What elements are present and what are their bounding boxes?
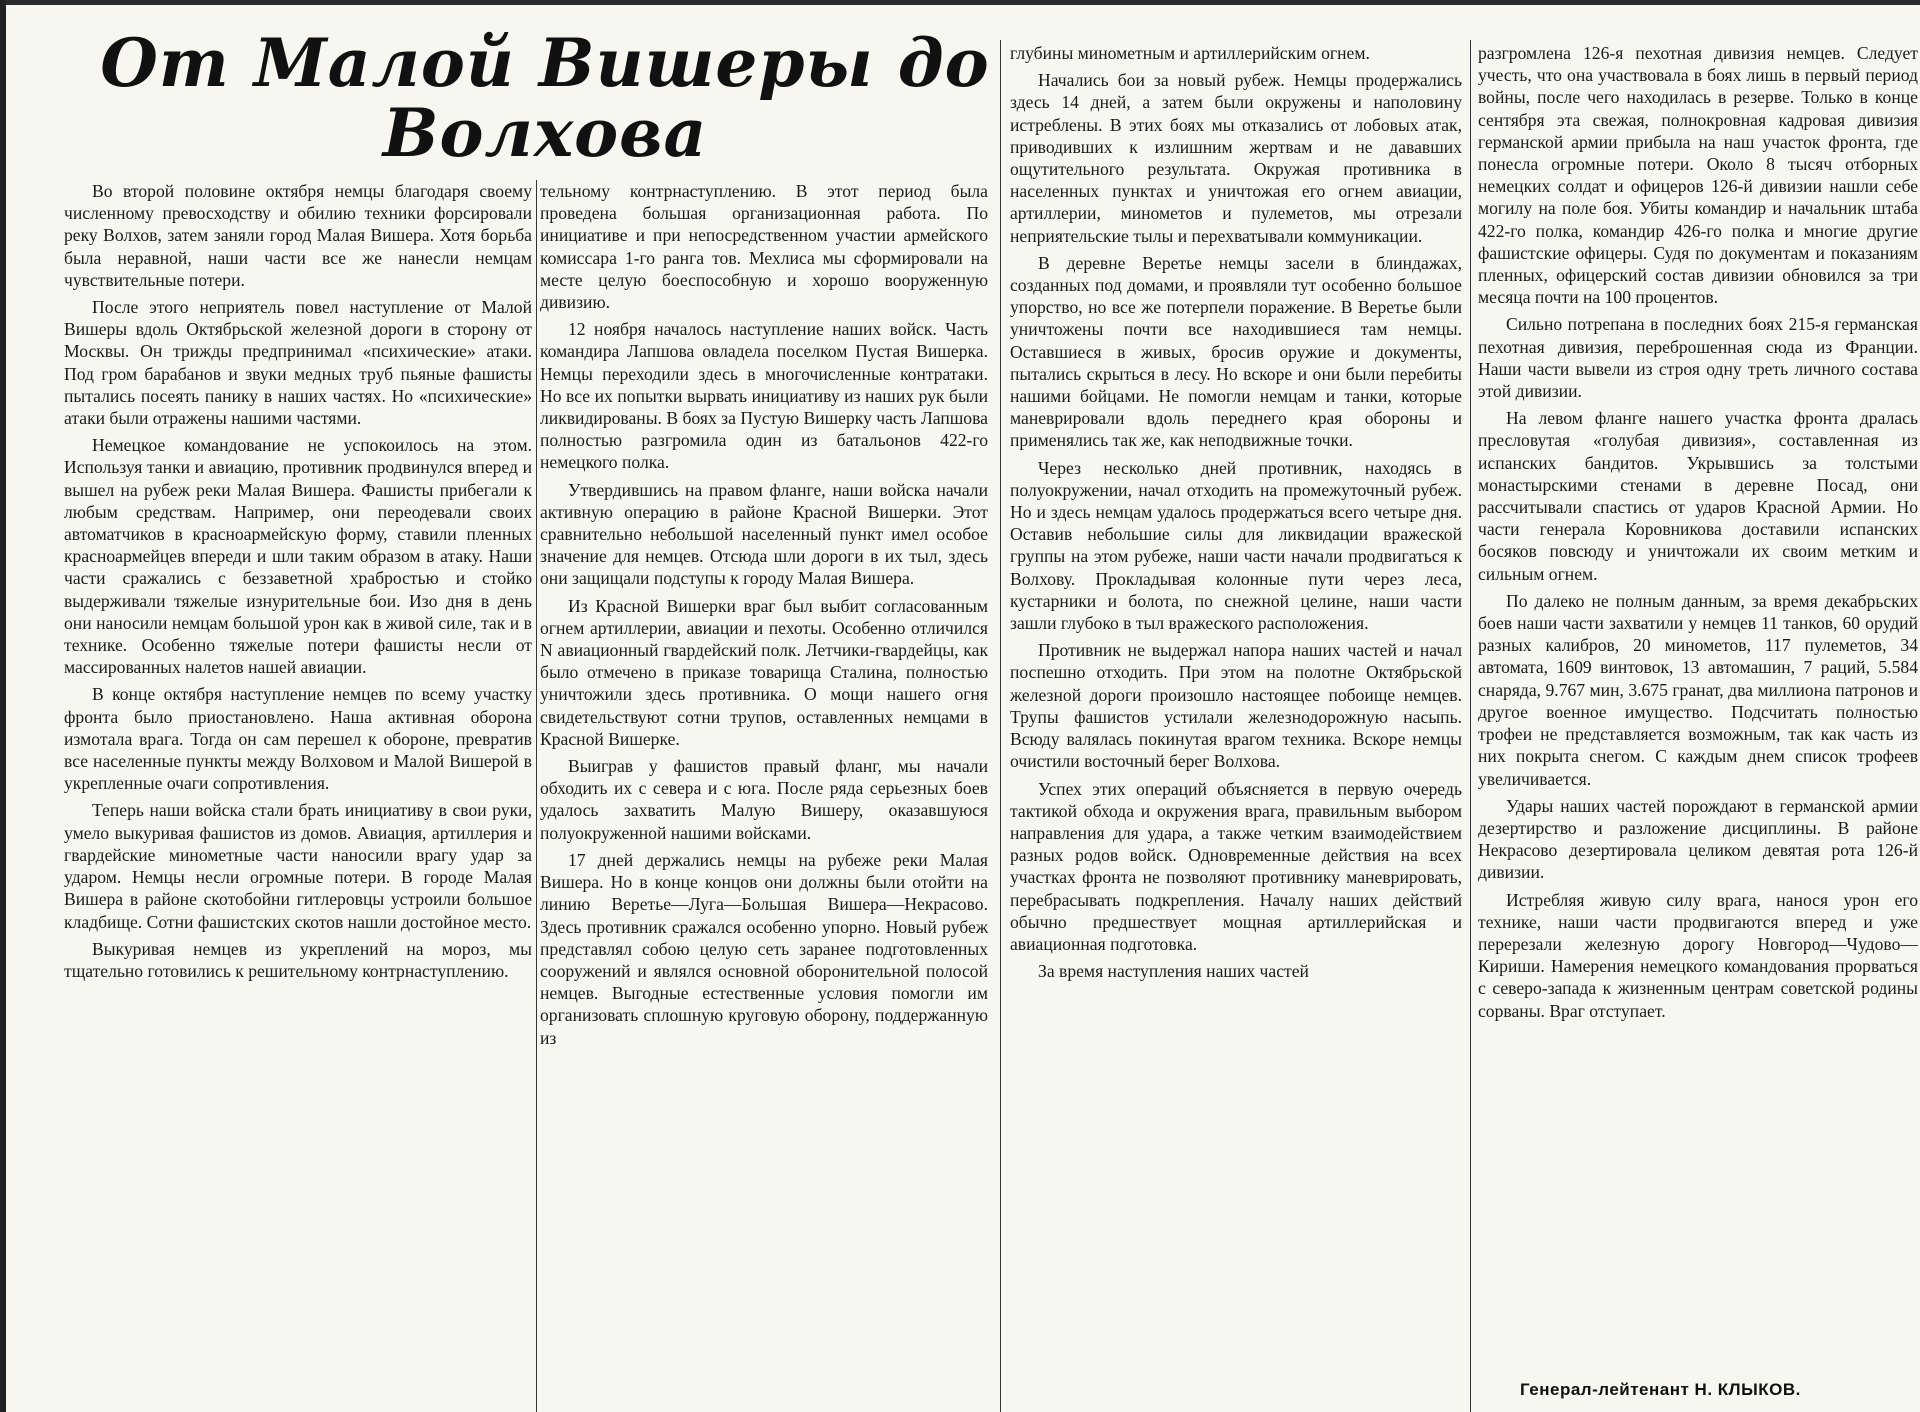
article-column-1: [64, 180, 532, 1412]
paragraph: Успех этих операций объясняется в первую очередь тактикой обхода и окружения врага, правильным выбором направления для удара, а также четким взаимодействием разных родов войск. Одновременные действия на всех участках фронта не позволяют противнику маневрировать, перебрасывать подкрепления. Началу наших действий обычно предшествует мощная артиллерийская и авиационная подготовка.: [1010, 778, 1462, 954]
paragraph: Немецкое командование не успокоилось на этом. Используя танки и авиацию, противник продвинулся вперед и вышел на рубеж реки Малая Вишера. Фашисты прибегали к любым средствам. Например, они переодевали своих автоматчиков в красноармейскую форму, ставили пленных красноармейцев впереди и шли таким образом в атаку. Наши части сражались с беззаветной храбростью и стойко выдерживали тяжелые изнурительные бои. Изо дня в день они наносили немцам большой урон как в живой силе, так и в технике. Особенно тяжелые потери фашисты несли от массированных налетов нашей авиации.: [64, 435, 532, 678]
paragraph: 17 дней держались немцы на рубеже реки Малая Вишера. Но в конце концов они должны были отойти на линию Веретье—Луга—Большая Вишера—Некрасово. Здесь противник сражался особенно упорно. Новый рубеж представлял собою целую сеть заранее подготовленных сооружений и являлся основной оборонительной полосой немцев. Выгодные естественные условия помогли им организовать сплошную круговую оборону, поддержанную из: [540, 849, 988, 1048]
column-rule-3: [1470, 40, 1471, 1412]
paragraph: Начались бои за новый рубеж. Немцы продержались здесь 14 дней, а затем были окружены и наполовину истреблены. В этих боях мы отказались от лобовых атак, приводивших к излишним жертвам и не дававших ощутительного результата. Окружая противника в населенных пунктах и уничтожая его огнем авиации, артиллерии, минометов и пулеметов, мы отрезали неприятельские тылы и перехватывали коммуникации.: [1010, 70, 1462, 246]
paragraph: В деревне Веретье немцы засели в блиндажах, созданных под домами, и проявляли тут особенно большое упорство, но все же потерпели поражение. В Веретье были уничтожены почти все находившиеся там немцы. Оставшиеся в живых, бросив оружие и документы, пытались скрыться в лесу. Но вскоре и они были перебиты нашими бойцами. Не помогли немцам и танки, которые маневрировали вдоль переднего края обороны и применялись так же, как неподвижные точки.: [1010, 252, 1462, 451]
paragraph: Во второй половине октября немцы благодаря своему численному превосходству и обилию техники форсировали реку Волхов, затем заняли город Малая Вишера. Хотя борьба была неравной, наши части все же нанесли немцам чувствительные потери.: [64, 181, 532, 290]
scan-edge-top: [0, 0, 1920, 5]
headline-line-2: Волхова: [382, 94, 708, 172]
paragraph: На левом фланге нашего участка фронта дралась пресловутая «голубая дивизия», составленная из испанских бандитов. Укрывшись за толстыми монастырскими стенами в деревне Посад, они рассчитывали спастись от ударов Красной Армии. Но части генерала Коровникова доставили испанских босяков повсюду и уничтожали их своим метким и сильным огнем.: [1478, 408, 1918, 584]
article-headline: [70, 24, 1020, 178]
paragraph: После этого неприятель повел наступление от Малой Вишеры вдоль Октябрьской железной дороги в сторону от Москвы. Он трижды предпринимал «психические» атаки. Под гром барабанов и звуки медных труб пьяные фашисты пытались посеять панику в наших частях. Но «психические» атаки были отражены нашими частями.: [64, 297, 532, 429]
paragraph: Удары наших частей порождают в германской армии дезертирство и разложение дисциплины. В районе Некрасово дезертировала целиком девятая рота 126-й дивизии.: [1478, 795, 1918, 883]
paragraph: Противник не выдержал напора наших частей и начал поспешно отходить. При этом на полотне Октябрьской железной дороги произошло настоящее побоище немцев. Трупы фашистов устилали железнодорожную насыпь. Всюду валялась покинутая врагом техника. Вскоре немцы очистили восточный берег Волхова.: [1010, 640, 1462, 772]
article-column-2: [540, 180, 988, 1412]
paragraph: В конце октября наступление немцев по всему участку фронта было приостановлено. Наша активная оборона измотала врага. Тогда он сам перешел к обороне, превратив все населенные пункты между Волховом и Малой Вишерой в укрепленные очаги сопротивления.: [64, 684, 532, 794]
paragraph: глубины минометным и артиллерийским огнем.: [1010, 43, 1370, 63]
paragraph: Выкуривая немцев из укреплений на мороз, мы тщательно готовились к решительному контрнаступлению.: [64, 938, 532, 981]
paragraph: Утвердившись на правом фланге, наши войска начали активную операцию в районе Красной Вишерки. Этот сравнительно небольшой населенный пункт имел особое значение для немцев. Отсюда шли дороги в их тыл, здесь они защищали подступы к городу Малая Вишера.: [540, 479, 988, 589]
paragraph: разгромлена 126-я пехотная дивизия немцев. Следует учесть, что она участвовала в боях лишь в первый период войны, после чего находилась в резерве. Только в конце сентября эта свежая, полнокровная кадровая дивизия германской армии прибыла на наш участок фронта, где понесла огромные потери. Около 8 тысяч отборных немецких солдат и офицеров 126-й дивизии нашли себе могилу на поле боя. Убиты командир и начальник штаба 422-го полка, командир 426-го полка и многие другие фашистские офицеры. Судя по документам и показаниям пленных, офицерский состав дивизии обновился за три месяца почти на 100 процентов.: [1478, 43, 1918, 308]
scan-edge-left: [0, 0, 6, 1412]
paragraph: Через несколько дней противник, находясь в полуокружении, начал отходить на промежуточный рубеж. Но и здесь немцам удалось продержаться всего четыре дня. Оставив небольшие силы для ликвидации вражеской группы на этом рубеже, наши части начали продвигаться к Волхову. Прокладывая колонные пути через леса, кустарники и болота, по снежной целине, наши части зашли глубоко в тыл вражеского расположения.: [1010, 457, 1462, 634]
paragraph: Истребляя живую силу врага, нанося урон его технике, наши части продвигаются вперед и уже перерезали железную дорогу Новгород—Чудово—Кириши. Намерения немецкого командования прорваться с северо-запада к жизненным центрам советской родины сорваны. Враг отступает.: [1478, 889, 1918, 1021]
paragraph: тельному контрнаступлению. В этот период была проведена большая организационная работа. По инициативе и при непосредственном участии армейского комиссара 1-го ранга тов. Мехлиса мы сформировали на месте целую боеспособную и хорошо вооруженную дивизию.: [540, 181, 988, 313]
column-rule-1: [536, 180, 537, 1412]
article-column-3: [1010, 42, 1462, 1412]
paragraph: Выиграв у фашистов правый фланг, мы начали обходить их с севера и с юга. После ряда серьезных боев удалось захватить Малую Вишеру, оказавшуюся полуокруженной нашими войсками.: [540, 756, 988, 843]
paragraph: Сильно потрепана в последних боях 215-я германская пехотная дивизия, переброшенная сюда из Франции. Наши части вывели из строя одну треть личного состава этой дивизии.: [1478, 314, 1918, 402]
column-rule-2: [1000, 40, 1001, 1412]
paragraph: Из Красной Вишерки враг был выбит согласованным огнем артиллерии, авиации и пехоты. Особенно отличился N авиационный гвардейский полк. Летчики-гвардейцы, как было отмечено в приказе товарища Сталина, полностью уничтожили здесь противника. О мощи нашего огня свидетельствуют сотни трупов, оставленных немцами в Красной Вишерке.: [540, 595, 988, 749]
headline-line-1: От Малой Вишеры до: [100, 24, 990, 102]
paragraph: Теперь наши войска стали брать инициативу в свои руки, умело выкуривая фашистов из домов. Авиация, артиллерия и гвардейские минометные части наносили врагу удар за ударом. Немцы несли огромные потери. В городе Малая Вишера в районе скотобойни гитлеровцы устроили большое кладбище. Сотни фашистских скотов нашли достойное место.: [64, 800, 532, 932]
paragraph: 12 ноября началось наступление наших войск. Часть командира Лапшова овладела поселком Пустая Вишерка. Немцы переходили здесь в многочисленные контратаки. Но все их попытки вырвать инициативу из наших рук были ликвидированы. В боях за Пустую Вишерку часть Лапшова полностью разгромила один из батальонов 422-го немецкого полка.: [540, 319, 988, 473]
paragraph: По далеко не полным данным, за время декабрьских боев наши части захватили у немцев 11 танков, 60 орудий разных калибров, 20 минометов, 117 пулеметов, 34 автомата, 1609 винтовок, 13 автомашин, 7 раций, 5.584 снаряда, 9.767 мин, 3.675 гранат, два миллиона патронов и другое военное имущество. Подсчитать полностью трофеи не представляется возможным, так как часть из них покрыта снегом. С каждым днем список трофеев увеличивается.: [1478, 590, 1918, 789]
author-signature: Генерал-лейтенант Н. КЛЫКОВ.: [1520, 1380, 1801, 1399]
article-column-4: [1478, 42, 1918, 1412]
paragraph: За время наступления наших частей: [1038, 961, 1309, 982]
